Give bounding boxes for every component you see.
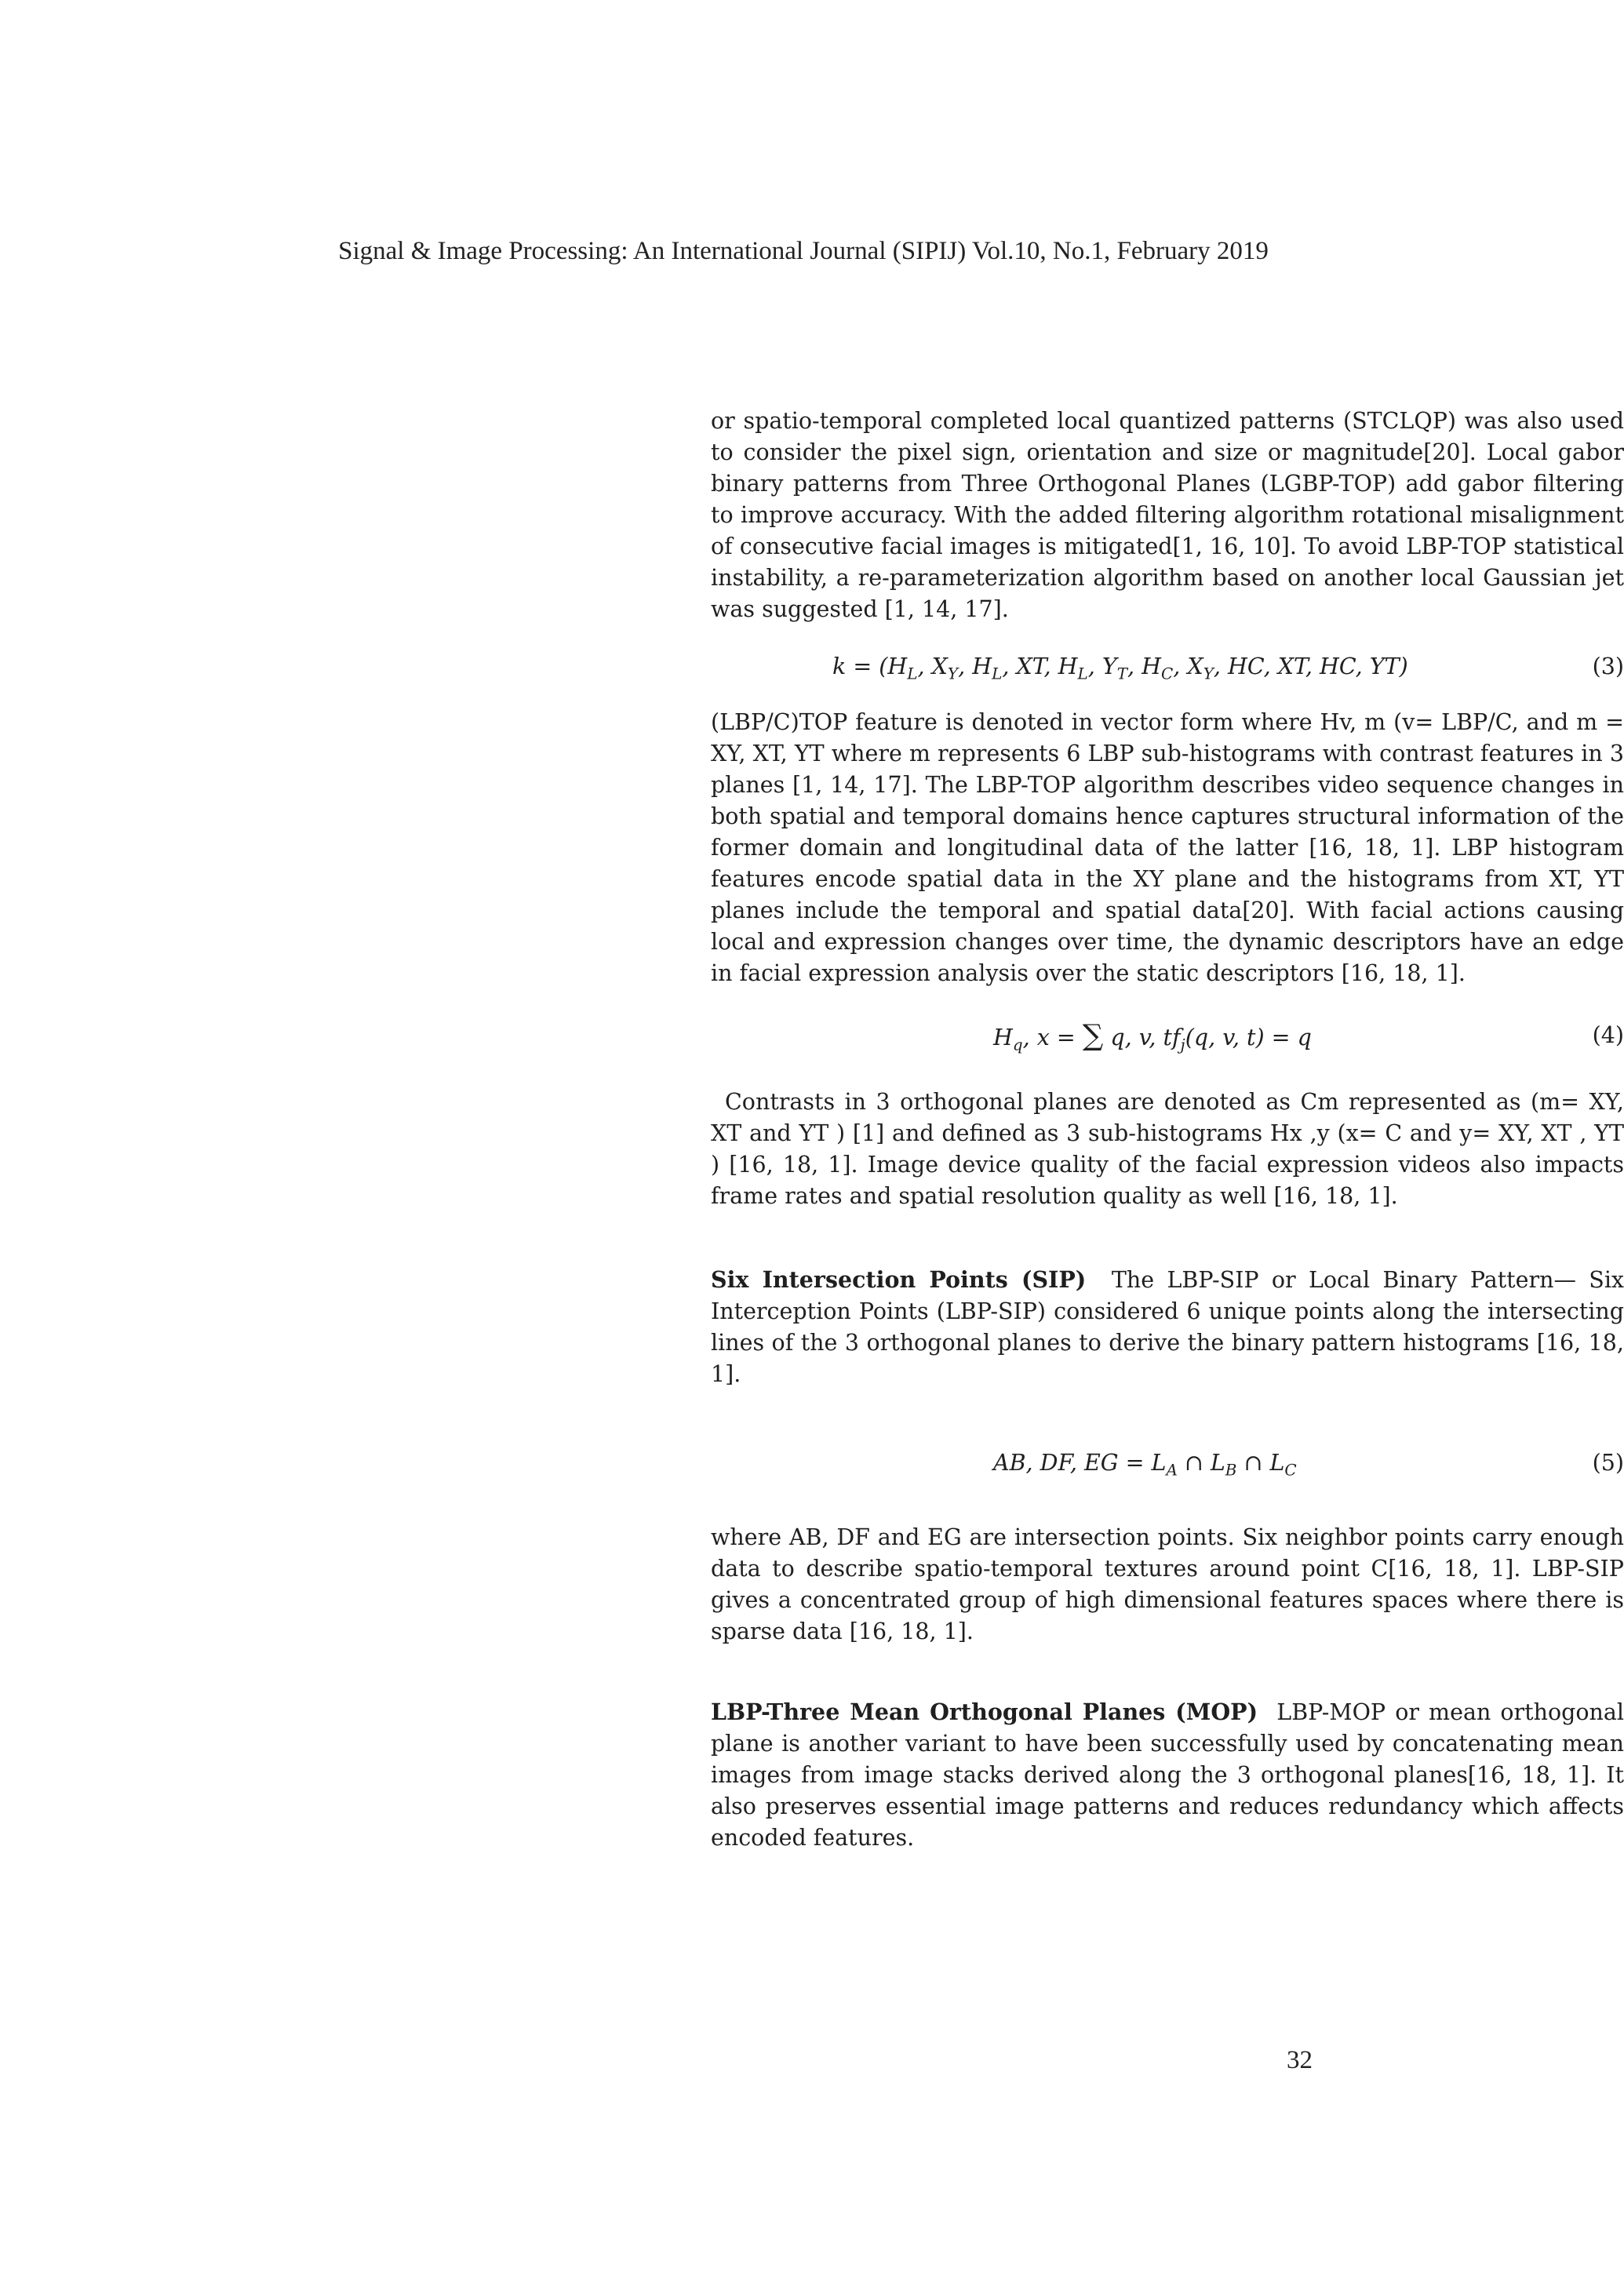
mop-text: LBP-MOP or mean orthogonal plane is another variant to have been successfully used by concatenating mean images from image stacks derived along the 3 orthogonal planes[16, 18, 1]. It also preserves essential image patterns and reduces redundancy which affects encoded features. <box>711 1699 1624 1851</box>
equation-3 <box>711 651 1624 686</box>
paragraph-sip <box>711 1264 1624 1390</box>
page-number: 32 <box>1287 2046 1313 2074</box>
equation-5-number: (5) <box>1592 1450 1624 1476</box>
equation-3-expression: $k = (H_L$, $X_Y$, $H_L$, XT, $H_L$, $Y_T$, $H_C$, $X_Y$, HC, XT, HC, YT) <box>832 654 1408 683</box>
paragraph-stclqp: or spatio-temporal completed local quantized patterns (STCLQP) was also used to consider the pixel sign, orientation and size or magnitude[20]. Local gabor binary patterns from Three Orthogonal Planes (LGBP-TOP) add gabor filtering to improve accuracy. With the added filtering algorithm rotational misalignment of consecutive facial images is mitigated[1, 16, 10]. To avoid LBP-TOP statistical instability, a re-parameterization algorithm based on another local Gaussian jet was suggested [1, 14, 17]. <box>711 408 1624 622</box>
paragraph-mop <box>711 1696 1624 1854</box>
equation-3-number: (3) <box>1592 654 1624 679</box>
sip-text: The LBP-SIP or Local Binary Pattern— Six Interception Points (LBP-SIP) considered 6 unique points along the intersecting lines of the 3 orthogonal planes to derive the binary pattern histograms [16, 18, 1]. <box>711 1267 1624 1387</box>
journal-header: Signal & Image Processing: An International Journal (SIPIJ) Vol.10, No.1, February 2019 <box>338 237 1269 265</box>
paragraph-contrasts: Contrasts in 3 orthogonal planes are denoted as Cm represented as (m= XY, XT and YT ) [1] and defined as 3 sub-histograms Hx ,y (x= C and y= XY, XT , YT ) [16, 18, 1]. Image device quality of the facial expression videos also impacts frame rates and spatial resolution quality as well [16, 18, 1]. <box>711 1089 1624 1209</box>
equation-5 <box>711 1447 1624 1482</box>
paragraph-lbp-top: (LBP/C)TOP feature is denoted in vector form where Hv, m (v= LBP/C, and m = XY, XT, YT where m represents 6 LBP sub-histograms with contrast features in 3 planes [1, 14, 17]. The LBP-TOP algorithm describes video sequence changes in both spatial and temporal domains hence captures structural information of the former domain and longitudinal data of the latter [16, 18, 1]. LBP histogram features encode spatial data in the XY plane and the histograms from XT, YT planes include the temporal and spatial data[20]. With facial actions causing local and expression changes over time, the dynamic descriptors have an edge in facial expression analysis over the static descriptors [16, 18, 1]. <box>711 709 1624 986</box>
equation-4 <box>711 1020 1624 1054</box>
paragraph-intersection-points: where AB, DF and EG are intersection points. Six neighbor points carry enough data to describe spatio-temporal textures around point C[16, 18, 1]. LBP-SIP gives a concentrated group of high dimensional features spaces where there is sparse data [16, 18, 1]. <box>711 1524 1624 1644</box>
equation-4-number: (4) <box>1592 1022 1624 1048</box>
sip-heading: Six Intersection Points (SIP) <box>711 1266 1087 1293</box>
equation-4-expression: $H_q$, x = ∑ q, v, $tf_j(q$, v, t) = q <box>993 1018 1312 1054</box>
equation-5-expression: AB, DF, EG = $L_A$ ∩ $L_B$ ∩ $L_C$ <box>993 1450 1297 1480</box>
mop-heading: LBP-Three Mean Orthogonal Planes (MOP) <box>711 1699 1258 1725</box>
